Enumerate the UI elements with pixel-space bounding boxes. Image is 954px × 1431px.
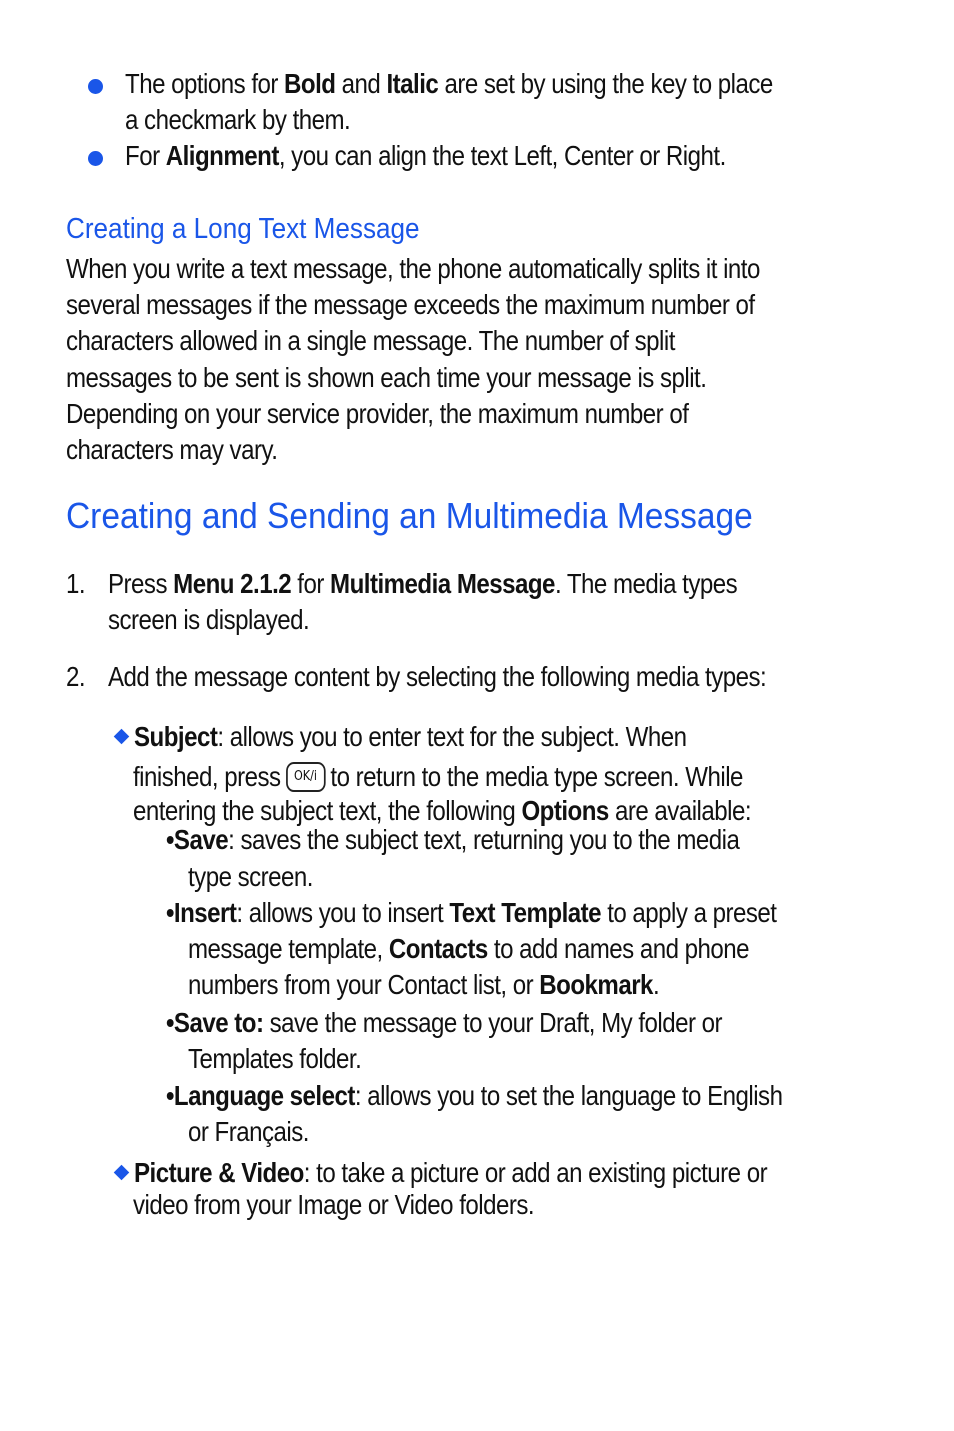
subject-line2: finished, press OK/i to return to the media type screen. While xyxy=(133,761,743,792)
long-text-line: several messages if the message exceeds the maximum number of xyxy=(66,289,755,320)
option-language-line2: or Français. xyxy=(188,1116,309,1147)
option-language: •Language select: allows you to set the language to English xyxy=(166,1080,783,1111)
step-number: 1. xyxy=(66,568,86,599)
bullet-bold-italic-line2: a checkmark by them. xyxy=(125,104,351,135)
step-2-text: Add the message content by selecting the following media types: xyxy=(108,661,767,692)
long-text-line: characters allowed in a single message. The number of split xyxy=(66,325,675,356)
long-text-line: messages to be sent is shown each time your message is split. xyxy=(66,362,707,393)
subject-item: Subject: allows you to enter text for the subject. When xyxy=(134,721,687,752)
picture-video-line2: video from your Image or Video folders. xyxy=(133,1189,535,1220)
option-insert: •Insert: allows you to insert Text Template to apply a preset xyxy=(166,897,777,928)
bullet-alignment: For Alignment, you can align the text Left, Center or Right. xyxy=(125,140,726,171)
option-save-to-line2: Templates folder. xyxy=(188,1043,362,1074)
step-1-text: Press Menu 2.1.2 for Multimedia Message. The media types xyxy=(108,568,738,599)
long-text-line: When you write a text message, the phone automatically splits it into xyxy=(66,253,760,284)
step-number: 2. xyxy=(66,661,86,692)
long-text-line: characters may vary. xyxy=(66,434,278,465)
picture-video-item: Picture & Video: to take a picture or add an existing picture or xyxy=(134,1157,768,1188)
long-text-line: Depending on your service provider, the maximum number of xyxy=(66,398,689,429)
step-1-line2: screen is displayed. xyxy=(108,604,310,635)
subject-line3: entering the subject text, the following Options are available: xyxy=(133,795,752,826)
option-save-line2: type screen. xyxy=(188,861,313,892)
bullet-dot-icon xyxy=(88,79,103,94)
option-save: •Save: saves the subject text, returning you to the media xyxy=(166,824,740,855)
bullet-bold-italic: The options for Bold and Italic are set by using the key to place xyxy=(125,68,773,99)
mms-heading: Creating and Sending an Multimedia Message xyxy=(66,495,753,536)
blue-diamond-icon xyxy=(114,1165,130,1181)
ok-key-icon: OK/i xyxy=(286,762,326,792)
blue-diamond-icon xyxy=(114,729,130,745)
option-save-to: •Save to: save the message to your Draft, My folder or xyxy=(166,1007,723,1038)
option-insert-line3: numbers from your Contact list, or Bookmark. xyxy=(188,969,660,1000)
option-insert-line2: message template, Contacts to add names and phone xyxy=(188,933,750,964)
bullet-dot-icon xyxy=(88,151,103,166)
long-text-heading: Creating a Long Text Message xyxy=(66,213,420,245)
